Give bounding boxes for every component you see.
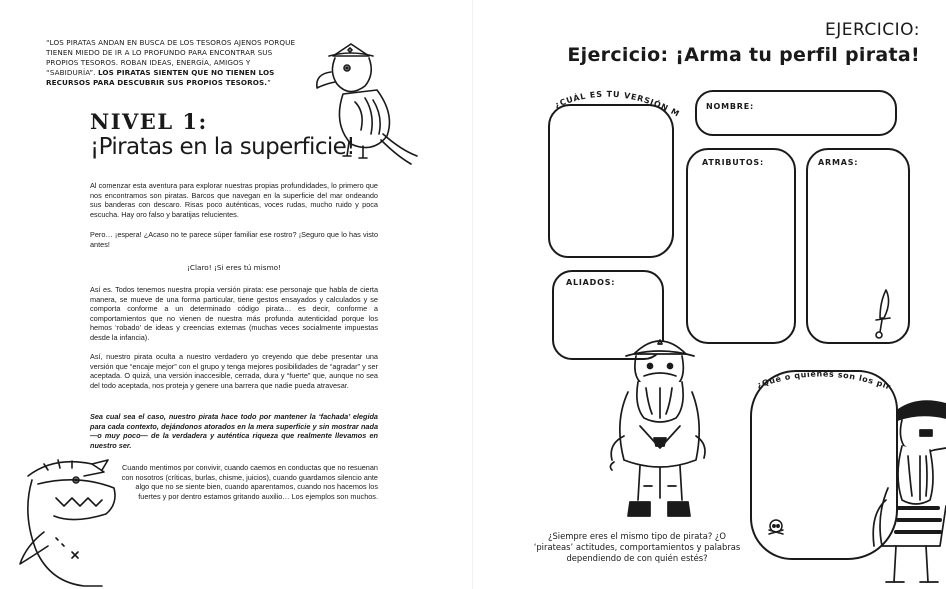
quienes-question-text: ¿Qué o quiénes son los piratas en tu vida? (750, 353, 893, 392)
paragraph-hidden-self: Así, nuestro pirata oculta a nuestro verdadero yo creyendo que debe presentar una versión que “encaje mejor” con el grupo y tenga mejores posibilidades de “agradar” y ser aceptada. O quizá, una versión inaccesible, cerrada, dura y “fuerte” que, aunque no sea del todo aceptada, nos proteja y genere una barrera que nadie pueda atravesar. (90, 352, 378, 390)
sword-icon (870, 288, 894, 340)
paragraph-facade: Sea cual sea el caso, nuestro pirata hace todo por mantener la ‘fachada’ elegida para cada contexto, dejándonos atorados en la mera superficie y sin mostrar nada —o muy poco— de la verdadera y auténtica riqueza que realmente llevamos en nuestro ser. (90, 412, 378, 450)
exercise-label: EJERCICIO: (824, 20, 920, 40)
bearded-pirate-icon (868, 396, 946, 589)
level-title: ¡Piratas en la superficie! (90, 134, 355, 160)
quote-bold: LOS PIRATAS SIENTEN QUE NO TIENEN LOS RECURSOS PARA DESCUBRIR SUS PROPIOS TESOROS. (46, 68, 275, 87)
exercise-title: Ejercicio: ¡Arma tu perfil pirata! (567, 44, 920, 66)
pirate-shark-icon (14, 454, 134, 588)
paragraph-reveal: ¡Claro! ¡Si eres tú mismo! (186, 263, 282, 272)
epigraph-quote (46, 38, 302, 88)
atributos-box[interactable] (686, 148, 796, 344)
paragraph-examples: Cuando mentimos por convivir, cuando caemos en conductas que no resuenan con nosotros (críticas, burlas, chisme, juicios), cuando guardamos silencio ante algo que no se siente bien, cuando aparentamos, cuando nos hacemos los fuertes y por dentro estamos gritando auxilio… Los ejemplos son muchos. (121, 463, 378, 501)
nombre-box[interactable] (695, 90, 897, 136)
version-question-text: ¿Cuál es tu versión más pirata? (548, 79, 682, 119)
pirate-captain-icon (604, 326, 714, 526)
quote-normal: “LOS PIRATAS ANDAN EN BUSCA DE LOS TESOROS AJENOS PORQUE TIENEN MIEDO DE IR A LO PROFUNDO PARA ENCONTRAR SUS PROPIOS TESOROS. ROBAN IDEAS, ENERGÍA, AMIGOS Y “SABIDURÍA”. (46, 38, 296, 77)
level-label: NIVEL 1: (90, 109, 208, 134)
paragraph-intro: Al comenzar esta aventura para explorar nuestras propias profundidades, lo primero que nos encontramos son piratas. Barcos que navegan en la superficie del mar ondeando sus banderas con descaro. Risas poco auténticas, voces rudas, mucho ruido y poca escucha. Hay oro falso y baratijas relucientes. (90, 181, 378, 219)
armas-box[interactable] (806, 148, 910, 344)
nombre-label: NOMBRE: (706, 102, 754, 111)
atributos-label: ATRIBUTOS: (702, 158, 764, 167)
version-box[interactable] (548, 104, 674, 258)
paragraph-pirate-version: Así es. Todos tenemos nuestra propia versión pirata: ese personaje que habla de cierta manera, se mueve de una forma particular, tiene gestos ensayados y calculados y se comporta conforme a un determinado código pirata… es decir, conforme a comportamientos que no vienen de nuestra más profunda autenticidad porque los hemos ‘robado’ de ideas y creencias externas (muchas veces socialmente impuestas desde la infancia). (90, 285, 378, 342)
aliados-label: ALIADOS: (566, 278, 616, 287)
paragraph-wait: Pero… ¡espera! ¿Acaso no te parece súper familiar ese rostro? ¡Seguro que lo has visto antes! (90, 230, 378, 249)
quote-close: ” (267, 78, 271, 87)
armas-label: ARMAS: (818, 158, 859, 167)
reflection-caption: ¿Siempre eres el mismo tipo de pirata? ¿O ‘pirateas’ actitudes, comportamientos y palabras dependiendo de con quién estés? (533, 531, 741, 563)
skull-icon (766, 518, 786, 538)
